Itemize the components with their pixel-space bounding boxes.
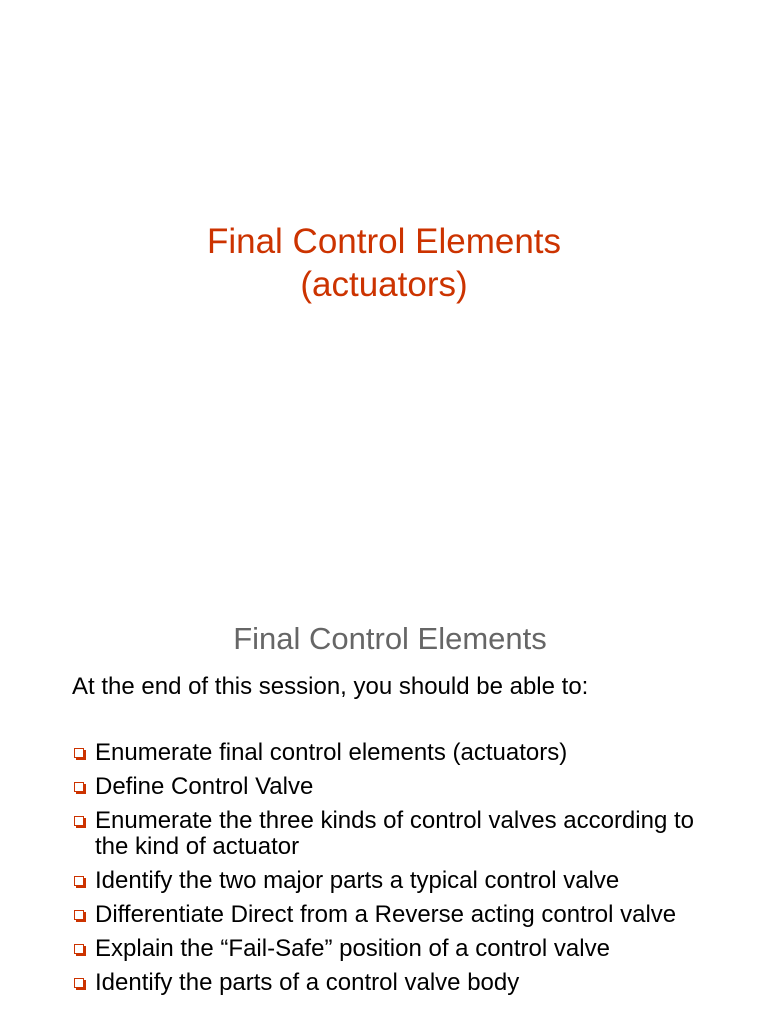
objectives-slide-title: Final Control Elements: [233, 621, 547, 656]
hollow-square-bullet-icon: [74, 978, 84, 988]
slide-title: [0, 220, 768, 306]
hollow-square-bullet-icon: [74, 816, 84, 826]
list-item-text: Differentiate Direct from a Reverse acting control valve: [95, 901, 677, 928]
list-item-text: Explain the “Fail-Safe” position of a control valve: [95, 935, 610, 962]
slide-title-line-1: Final Control Elements: [206, 222, 562, 261]
hollow-square-bullet-icon: [74, 782, 84, 792]
list-item-text: Identify the parts of a control valve body: [95, 969, 520, 996]
list-item: [72, 970, 722, 996]
list-item: [72, 774, 722, 800]
slide-title-line-2: (actuators): [300, 265, 468, 304]
list-item: [72, 740, 722, 766]
hollow-square-bullet-icon: [74, 876, 84, 886]
hollow-square-bullet-icon: [74, 910, 84, 920]
list-item: [72, 808, 722, 860]
list-item: [72, 868, 722, 894]
list-item-text: Identify the two major parts a typical control valve: [95, 867, 620, 894]
objectives-list: [72, 740, 722, 1004]
objectives-intro: At the end of this session, you should be able to:: [72, 673, 589, 700]
hollow-square-bullet-icon: [74, 748, 84, 758]
list-item: [72, 936, 722, 962]
list-item-text: Enumerate the three kinds of control valves according to the kind of actuator: [95, 807, 694, 860]
objectives-slide: [0, 576, 768, 1024]
list-item: [72, 902, 722, 928]
list-item-text: Define Control Valve: [95, 773, 314, 800]
list-item-text: Enumerate final control elements (actuators): [95, 739, 568, 766]
hollow-square-bullet-icon: [74, 944, 84, 954]
